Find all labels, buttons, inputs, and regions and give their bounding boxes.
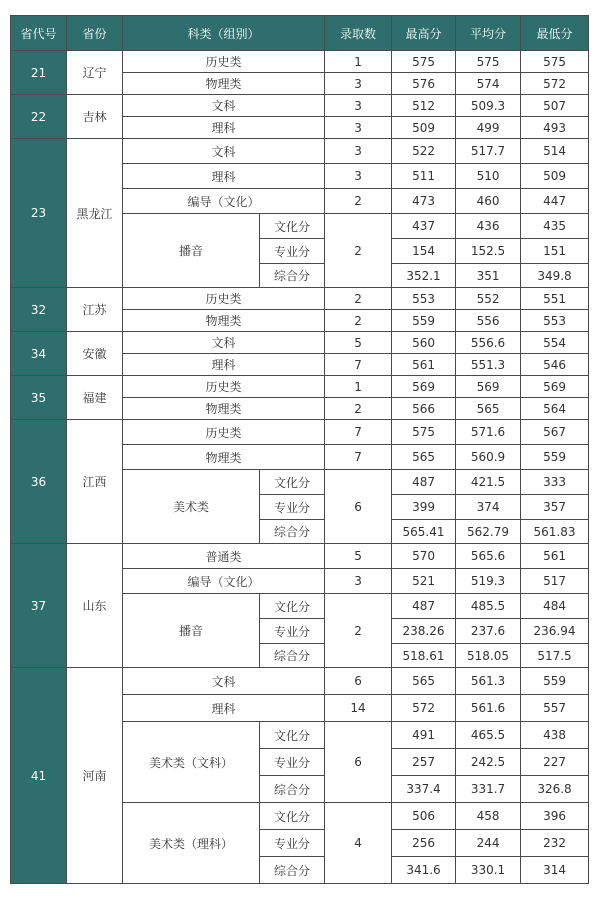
admitted-count-cell: 6 [325, 722, 392, 803]
avg-score-cell: 518.05 [456, 644, 521, 668]
score-type-cell: 文化分 [260, 214, 325, 239]
min-score-cell: 514 [521, 139, 589, 164]
min-score-cell: 517 [521, 569, 589, 594]
avg-score-cell: 374 [456, 495, 521, 520]
min-score-cell: 554 [521, 332, 589, 354]
table-row [11, 668, 589, 695]
table-row [11, 332, 589, 354]
province-code-cell: 32 [11, 288, 67, 332]
table-body [11, 51, 589, 884]
avg-score-cell: 556 [456, 310, 521, 332]
max-score-cell: 518.61 [392, 644, 456, 668]
min-score-cell: 493 [521, 117, 589, 139]
category-cell: 理科 [123, 117, 325, 139]
table-row [11, 376, 589, 398]
min-score-cell: 575 [521, 51, 589, 73]
header-avg-score: 平均分 [456, 16, 521, 51]
table-row [11, 51, 589, 73]
avg-score-cell: 519.3 [456, 569, 521, 594]
admitted-count-cell: 5 [325, 544, 392, 569]
min-score-cell: 314 [521, 857, 589, 884]
score-type-cell: 专业分 [260, 830, 325, 857]
max-score-cell: 560 [392, 332, 456, 354]
admitted-count-cell: 6 [325, 470, 392, 544]
score-type-cell: 综合分 [260, 644, 325, 668]
min-score-cell: 435 [521, 214, 589, 239]
max-score-cell: 399 [392, 495, 456, 520]
admitted-count-cell: 2 [325, 398, 392, 420]
admitted-count-cell: 3 [325, 139, 392, 164]
admitted-count-cell: 2 [325, 288, 392, 310]
category-cell: 理科 [123, 695, 325, 722]
max-score-cell: 565.41 [392, 520, 456, 544]
max-score-cell: 522 [392, 139, 456, 164]
max-score-cell: 491 [392, 722, 456, 749]
avg-score-cell: 330.1 [456, 857, 521, 884]
min-score-cell: 557 [521, 695, 589, 722]
avg-score-cell: 510 [456, 164, 521, 189]
avg-score-cell: 551.3 [456, 354, 521, 376]
min-score-cell: 559 [521, 445, 589, 470]
province-name-cell: 山东 [67, 544, 123, 668]
table-row [11, 544, 589, 569]
max-score-cell: 341.6 [392, 857, 456, 884]
min-score-cell: 546 [521, 354, 589, 376]
max-score-cell: 570 [392, 544, 456, 569]
province-name-cell: 辽宁 [67, 51, 123, 95]
score-type-cell: 文化分 [260, 594, 325, 619]
category-cell: 理科 [123, 354, 325, 376]
admitted-count-cell: 7 [325, 354, 392, 376]
category-cell: 播音 [123, 214, 260, 288]
max-score-cell: 565 [392, 445, 456, 470]
admitted-count-cell: 7 [325, 420, 392, 445]
admitted-count-cell: 1 [325, 51, 392, 73]
max-score-cell: 154 [392, 239, 456, 264]
avg-score-cell: 465.5 [456, 722, 521, 749]
category-cell: 文科 [123, 668, 325, 695]
avg-score-cell: 331.7 [456, 776, 521, 803]
avg-score-cell: 237.6 [456, 619, 521, 644]
header-province-code: 省代号 [11, 16, 67, 51]
category-cell: 历史类 [123, 288, 325, 310]
avg-score-cell: 556.6 [456, 332, 521, 354]
category-cell: 美术类 [123, 470, 260, 544]
category-cell: 编导（文化） [123, 189, 325, 214]
avg-score-cell: 560.9 [456, 445, 521, 470]
max-score-cell: 511 [392, 164, 456, 189]
max-score-cell: 575 [392, 420, 456, 445]
min-score-cell: 447 [521, 189, 589, 214]
province-name-cell: 河南 [67, 668, 123, 884]
admitted-count-cell: 2 [325, 310, 392, 332]
avg-score-cell: 485.5 [456, 594, 521, 619]
max-score-cell: 473 [392, 189, 456, 214]
max-score-cell: 437 [392, 214, 456, 239]
max-score-cell: 566 [392, 398, 456, 420]
category-cell: 历史类 [123, 51, 325, 73]
avg-score-cell: 421.5 [456, 470, 521, 495]
avg-score-cell: 458 [456, 803, 521, 830]
min-score-cell: 349.8 [521, 264, 589, 288]
min-score-cell: 561.83 [521, 520, 589, 544]
avg-score-cell: 436 [456, 214, 521, 239]
category-cell: 历史类 [123, 376, 325, 398]
admitted-count-cell: 7 [325, 445, 392, 470]
category-cell: 播音 [123, 594, 260, 668]
min-score-cell: 561 [521, 544, 589, 569]
min-score-cell: 517.5 [521, 644, 589, 668]
admitted-count-cell: 6 [325, 668, 392, 695]
admitted-count-cell: 2 [325, 214, 392, 288]
score-type-cell: 综合分 [260, 520, 325, 544]
max-score-cell: 238.26 [392, 619, 456, 644]
table-row [11, 420, 589, 445]
admitted-count-cell: 2 [325, 189, 392, 214]
header-max-score: 最高分 [392, 16, 456, 51]
category-cell: 文科 [123, 139, 325, 164]
min-score-cell: 396 [521, 803, 589, 830]
max-score-cell: 257 [392, 749, 456, 776]
max-score-cell: 576 [392, 73, 456, 95]
avg-score-cell: 152.5 [456, 239, 521, 264]
score-type-cell: 综合分 [260, 857, 325, 884]
admitted-count-cell: 5 [325, 332, 392, 354]
min-score-cell: 333 [521, 470, 589, 495]
min-score-cell: 232 [521, 830, 589, 857]
max-score-cell: 512 [392, 95, 456, 117]
score-type-cell: 专业分 [260, 239, 325, 264]
avg-score-cell: 244 [456, 830, 521, 857]
min-score-cell: 564 [521, 398, 589, 420]
admitted-count-cell: 3 [325, 73, 392, 95]
min-score-cell: 151 [521, 239, 589, 264]
max-score-cell: 509 [392, 117, 456, 139]
province-code-cell: 23 [11, 139, 67, 288]
province-name-cell: 江西 [67, 420, 123, 544]
min-score-cell: 553 [521, 310, 589, 332]
category-cell: 普通类 [123, 544, 325, 569]
category-cell: 物理类 [123, 398, 325, 420]
max-score-cell: 553 [392, 288, 456, 310]
score-type-cell: 专业分 [260, 495, 325, 520]
min-score-cell: 357 [521, 495, 589, 520]
province-name-cell: 安徽 [67, 332, 123, 376]
province-code-cell: 37 [11, 544, 67, 668]
score-type-cell: 综合分 [260, 776, 325, 803]
min-score-cell: 572 [521, 73, 589, 95]
max-score-cell: 561 [392, 354, 456, 376]
min-score-cell: 559 [521, 668, 589, 695]
province-name-cell: 福建 [67, 376, 123, 420]
avg-score-cell: 569 [456, 376, 521, 398]
avg-score-cell: 242.5 [456, 749, 521, 776]
admitted-count-cell: 3 [325, 117, 392, 139]
category-cell: 历史类 [123, 420, 325, 445]
max-score-cell: 487 [392, 470, 456, 495]
score-type-cell: 文化分 [260, 722, 325, 749]
header-admitted-count: 录取数 [325, 16, 392, 51]
admitted-count-cell: 3 [325, 95, 392, 117]
max-score-cell: 337.4 [392, 776, 456, 803]
avg-score-cell: 351 [456, 264, 521, 288]
min-score-cell: 567 [521, 420, 589, 445]
min-score-cell: 484 [521, 594, 589, 619]
avg-score-cell: 575 [456, 51, 521, 73]
max-score-cell: 487 [392, 594, 456, 619]
header-row [11, 16, 589, 51]
min-score-cell: 326.8 [521, 776, 589, 803]
category-cell: 文科 [123, 95, 325, 117]
min-score-cell: 551 [521, 288, 589, 310]
avg-score-cell: 571.6 [456, 420, 521, 445]
header-category: 科类（组别） [123, 16, 325, 51]
header-province: 省份 [67, 16, 123, 51]
admitted-count-cell: 1 [325, 376, 392, 398]
province-name-cell: 吉林 [67, 95, 123, 139]
min-score-cell: 569 [521, 376, 589, 398]
min-score-cell: 507 [521, 95, 589, 117]
category-cell: 美术类（文科） [123, 722, 260, 803]
max-score-cell: 575 [392, 51, 456, 73]
province-code-cell: 22 [11, 95, 67, 139]
score-type-cell: 文化分 [260, 470, 325, 495]
max-score-cell: 256 [392, 830, 456, 857]
province-name-cell: 江苏 [67, 288, 123, 332]
admitted-count-cell: 2 [325, 594, 392, 668]
admitted-count-cell: 14 [325, 695, 392, 722]
avg-score-cell: 460 [456, 189, 521, 214]
avg-score-cell: 574 [456, 73, 521, 95]
admission-scores-table [10, 15, 589, 884]
admitted-count-cell: 3 [325, 569, 392, 594]
header-min-score: 最低分 [521, 16, 589, 51]
province-code-cell: 21 [11, 51, 67, 95]
category-cell: 物理类 [123, 73, 325, 95]
min-score-cell: 509 [521, 164, 589, 189]
score-type-cell: 专业分 [260, 749, 325, 776]
province-code-cell: 41 [11, 668, 67, 884]
max-score-cell: 521 [392, 569, 456, 594]
max-score-cell: 569 [392, 376, 456, 398]
avg-score-cell: 562.79 [456, 520, 521, 544]
admitted-count-cell: 4 [325, 803, 392, 884]
avg-score-cell: 565.6 [456, 544, 521, 569]
max-score-cell: 565 [392, 668, 456, 695]
province-code-cell: 34 [11, 332, 67, 376]
province-code-cell: 36 [11, 420, 67, 544]
score-type-cell: 综合分 [260, 264, 325, 288]
province-name-cell: 黑龙江 [67, 139, 123, 288]
max-score-cell: 559 [392, 310, 456, 332]
avg-score-cell: 509.3 [456, 95, 521, 117]
table-row [11, 288, 589, 310]
table-row [11, 95, 589, 117]
avg-score-cell: 517.7 [456, 139, 521, 164]
category-cell: 美术类（理科） [123, 803, 260, 884]
avg-score-cell: 561.3 [456, 668, 521, 695]
avg-score-cell: 565 [456, 398, 521, 420]
min-score-cell: 236.94 [521, 619, 589, 644]
score-type-cell: 文化分 [260, 803, 325, 830]
category-cell: 编导（文化） [123, 569, 325, 594]
category-cell: 理科 [123, 164, 325, 189]
table-row [11, 139, 589, 164]
category-cell: 物理类 [123, 310, 325, 332]
min-score-cell: 438 [521, 722, 589, 749]
min-score-cell: 227 [521, 749, 589, 776]
category-cell: 物理类 [123, 445, 325, 470]
max-score-cell: 572 [392, 695, 456, 722]
avg-score-cell: 499 [456, 117, 521, 139]
category-cell: 文科 [123, 332, 325, 354]
max-score-cell: 352.1 [392, 264, 456, 288]
admitted-count-cell: 3 [325, 164, 392, 189]
score-type-cell: 专业分 [260, 619, 325, 644]
province-code-cell: 35 [11, 376, 67, 420]
max-score-cell: 506 [392, 803, 456, 830]
admission-scores-table-container [10, 15, 588, 884]
avg-score-cell: 561.6 [456, 695, 521, 722]
avg-score-cell: 552 [456, 288, 521, 310]
